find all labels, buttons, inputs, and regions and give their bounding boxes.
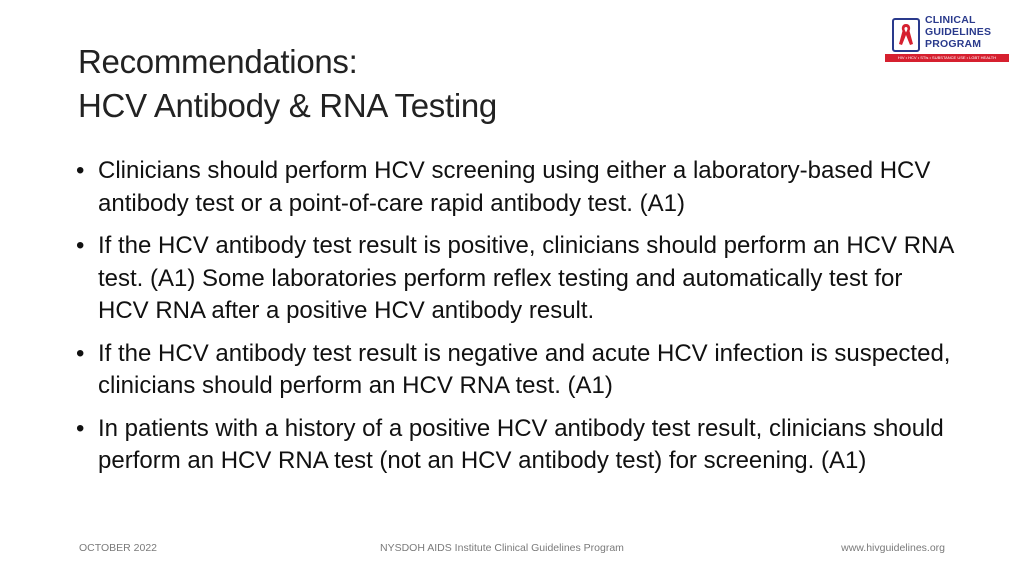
footer-program: NYSDOH AIDS Institute Clinical Guidelines Program (380, 542, 624, 554)
logo-line-3: PROGRAM (925, 38, 982, 50)
list-item-text: If the HCV antibody test result is positive, clinicians should perform an HCV RNA test. (A1) Some laboratories perform reflex testing and automatically test for HCV RNA after a positive HCV antibody result. (98, 232, 954, 324)
red-ribbon-icon (894, 20, 918, 50)
bullet-icon: • (76, 157, 85, 184)
list-item (76, 413, 956, 478)
bullet-icon: • (76, 232, 85, 259)
list-item-text: Clinicians should perform HCV screening using either a laboratory-based HCV antibody test or a point-of-care rapid antibody test. (A1) (98, 157, 931, 217)
logo-line-2: GUIDELINES (925, 26, 992, 38)
title-line-2: HCV Antibody & RNA Testing (78, 87, 497, 124)
recommendation-list (76, 155, 956, 488)
clinical-guidelines-logo (884, 12, 1010, 64)
slide-title (78, 40, 838, 128)
logo-line-1: CLINICAL (925, 14, 976, 26)
footer-date: OCTOBER 2022 (79, 542, 158, 554)
footer-url[interactable]: www.hivguidelines.org (841, 542, 945, 554)
title-line-1: Recommendations: (78, 43, 358, 80)
list-item-text: If the HCV antibody test result is negative and acute HCV infection is suspected, clinicians should perform an HCV RNA test. (A1) (98, 339, 951, 399)
list-item (76, 230, 956, 328)
bullet-icon: • (76, 414, 85, 442)
logo-frame (892, 18, 920, 52)
logo-tagline-bar: HIV • HCV • STIs • SUBSTANCE USE • LGBT HEALTH (885, 54, 1009, 62)
logo-wordmark (925, 14, 991, 50)
list-item-text: In patients with a history of a positive HCV antibody test result, clinicians should perform an HCV RNA test (not an HCV antibody test) for screening. (A1) (98, 414, 944, 474)
list-item (76, 338, 956, 403)
list-item (76, 155, 956, 220)
bullet-icon: • (76, 339, 85, 367)
